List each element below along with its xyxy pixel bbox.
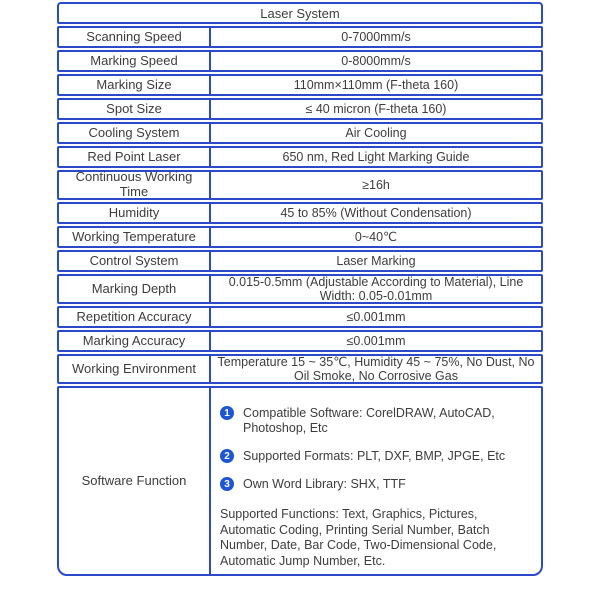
software-function-content (211, 388, 541, 574)
spec-row-continuous-working-time (57, 170, 543, 200)
software-item-text: Compatible Software: CorelDRAW, AutoCAD, Photoshop, Etc (243, 406, 495, 435)
supported-functions-paragraph: Supported Functions: Text, Graphics, Pictures, Automatic Coding, Printing Serial Number, Batch Number, Date, Bar Code, Two-Dimensional Code, Automatic Jump Number, Etc. (220, 507, 497, 568)
spec-row-red-point-laser (57, 146, 543, 168)
spec-row-spot-size (57, 98, 543, 120)
spec-value: 0~40℃ (354, 229, 398, 244)
spec-row-marking-size (57, 74, 543, 96)
spec-row-humidity (57, 202, 543, 224)
spec-label: Marking Accuracy (59, 332, 211, 350)
spec-value: ≤0.001mm (346, 333, 406, 348)
table-title: Laser System (260, 5, 340, 21)
spec-value: Air Cooling (345, 125, 407, 140)
software-item-1 (220, 406, 531, 436)
spec-value: 0-7000mm/s (341, 29, 411, 44)
spec-row-cooling-system (57, 122, 543, 144)
spec-label: Continuous Working Time (59, 172, 211, 198)
spec-value: ≥16h (362, 177, 390, 192)
spec-row-marking-speed (57, 50, 543, 72)
software-item-2 (220, 449, 531, 464)
spec-value: ≤0.001mm (346, 309, 406, 324)
spec-value: 45 to 85% (Without Condensation) (280, 205, 472, 220)
spec-label: Scanning Speed (59, 28, 211, 46)
spec-value: 0-8000mm/s (341, 53, 411, 68)
spec-value: ≤ 40 micron (F-theta 160) (305, 101, 447, 116)
spec-label: Working Temperature (59, 228, 211, 246)
spec-value: Temperature 15 ~ 35℃, Humidity 45 ~ 75%, No Dust, No Oil Smoke, No Corrosive Gas (217, 354, 535, 383)
number-2-badge-icon: 2 (220, 449, 234, 463)
spec-label: Working Environment (59, 356, 211, 382)
spec-row-marking-accuracy (57, 330, 543, 352)
spec-row-control-system (57, 250, 543, 272)
number-3-badge-icon: 3 (220, 477, 234, 491)
spec-row-scanning-speed (57, 26, 543, 48)
spec-value: Laser Marking (336, 253, 416, 268)
number-1-badge-icon: 1 (220, 406, 234, 420)
spec-label: Control System (59, 252, 211, 270)
spec-row-marking-depth (57, 274, 543, 304)
spec-label: Repetition Accuracy (59, 308, 211, 326)
spec-label: Marking Depth (59, 276, 211, 302)
spec-row-software-function (57, 386, 543, 576)
software-item-text: Supported Formats: PLT, DXF, BMP, JPGE, Etc (243, 449, 506, 463)
spec-label: Marking Size (59, 76, 211, 94)
software-item-text: Own Word Library: SHX, TTF (243, 477, 406, 491)
spec-label: Spot Size (59, 100, 211, 118)
spec-label: Humidity (59, 204, 211, 222)
table-title-row (57, 2, 543, 24)
spec-value: 650 nm, Red Light Marking Guide (282, 149, 470, 164)
spec-label: Cooling System (59, 124, 211, 142)
spec-value: 110mm×110mm (F-theta 160) (293, 77, 459, 92)
software-item-3 (220, 477, 531, 492)
spec-value: 0.015-0.5mm (Adjustable According to Material), Line Width: 0.05-0.01mm (228, 274, 524, 303)
spec-row-working-environment (57, 354, 543, 384)
spec-row-working-temperature (57, 226, 543, 248)
spec-label: Software Function (59, 388, 211, 574)
spec-row-repetition-accuracy (57, 306, 543, 328)
spec-label: Marking Speed (59, 52, 211, 70)
laser-spec-table (57, 2, 543, 576)
spec-label: Red Point Laser (59, 148, 211, 166)
